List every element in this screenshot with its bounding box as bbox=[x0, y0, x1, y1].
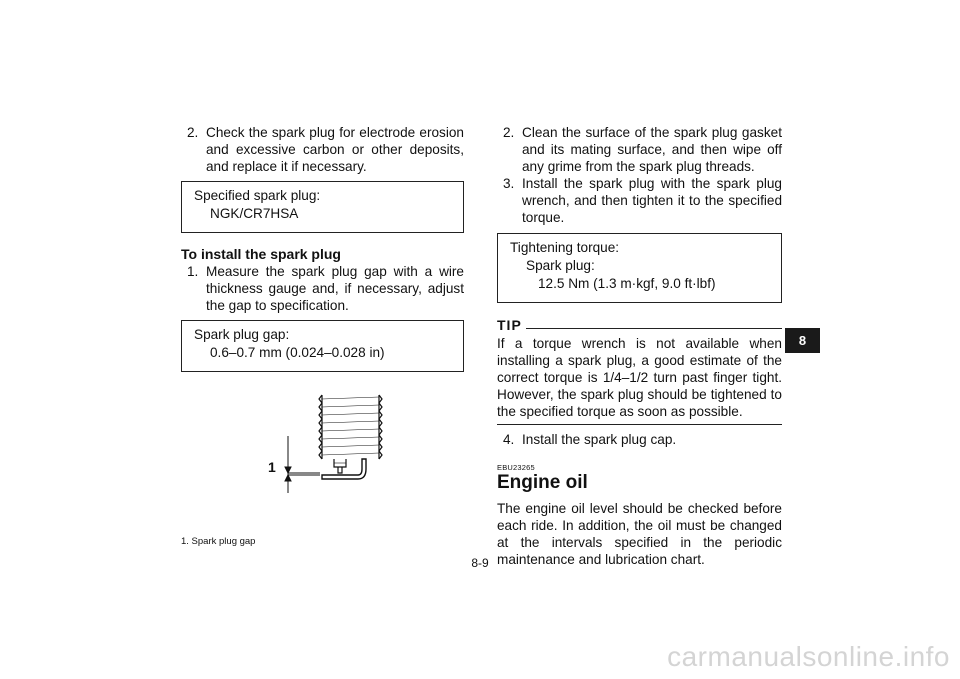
left-column bbox=[181, 124, 464, 372]
box-label: Spark plug gap: bbox=[194, 327, 290, 342]
box-sublabel: Spark plug: bbox=[526, 258, 595, 273]
tip-header bbox=[497, 317, 782, 335]
step-1-measure bbox=[181, 263, 464, 314]
step-number: 2. bbox=[503, 125, 515, 140]
right-column bbox=[497, 124, 782, 568]
step-text: Clean the surface of the spark plug gasket and its mating surface, and then wipe off any grime from the spark plug threads. bbox=[522, 125, 782, 174]
step-number: 1. bbox=[187, 264, 199, 279]
step-4-cap bbox=[497, 431, 782, 448]
box-value: 12.5 Nm (1.3 m·kgf, 9.0 ft·lbf) bbox=[538, 276, 716, 291]
spark-plug-gap-box bbox=[181, 320, 464, 372]
step-number: 3. bbox=[503, 176, 515, 191]
page-number: 8-9 bbox=[471, 556, 489, 570]
box-value: NGK/CR7HSA bbox=[210, 206, 299, 221]
watermark: carmanualsonline.info bbox=[667, 641, 950, 672]
step-text: Measure the spark plug gap with a wire thickness gauge and, if necessary, adjust the gap to specification. bbox=[206, 264, 464, 313]
spark-plug-threads bbox=[319, 395, 382, 459]
figure-caption: 1. Spark plug gap bbox=[181, 536, 256, 547]
step-number: 2. bbox=[187, 125, 199, 140]
figure-label: 1 bbox=[268, 459, 276, 475]
box-label: Specified spark plug: bbox=[194, 188, 321, 203]
section-title: Engine oil bbox=[497, 472, 588, 493]
section-code: EBU23265 bbox=[497, 463, 535, 472]
tightening-torque-box bbox=[497, 233, 782, 303]
box-value: 0.6–0.7 mm (0.024–0.028 in) bbox=[210, 345, 385, 360]
step-number: 4. bbox=[503, 432, 515, 447]
install-heading: To install the spark plug bbox=[181, 246, 341, 262]
box-label: Tightening torque: bbox=[510, 240, 620, 255]
step-2-check bbox=[181, 124, 464, 175]
center-electrode bbox=[334, 459, 346, 473]
engine-oil-paragraph: The engine oil level should be checked before each ride. In addition, the oil must be changed at the intervals specified in the periodic maintenance and lubrication chart. bbox=[497, 501, 782, 567]
spark-plug-diagram bbox=[262, 389, 392, 499]
step-text: Check the spark plug for electrode erosion and excessive carbon or other deposits, and replace it if necessary. bbox=[206, 125, 464, 174]
tip-end-rule bbox=[497, 424, 782, 425]
step-3-install bbox=[497, 175, 782, 226]
chapter-tab: 8 bbox=[785, 328, 820, 353]
step-text: Install the spark plug with the spark plug wrench, and then tighten it to the specified torque. bbox=[522, 176, 782, 225]
tip-rule bbox=[497, 328, 782, 329]
step-text: Install the spark plug cap. bbox=[522, 432, 677, 447]
gap-indicator bbox=[285, 436, 320, 493]
step-2-clean bbox=[497, 124, 782, 175]
specified-spark-plug-box bbox=[181, 181, 464, 233]
ground-electrode bbox=[322, 459, 366, 479]
tip-label: TIP bbox=[497, 317, 526, 334]
tip-text: If a torque wrench is not available when installing a spark plug, a good estimate of the correct torque is 1/4–1/2 turn past finger tight. However, the spark plug should be tightened to the specified torque as soon as possible. bbox=[497, 336, 782, 419]
